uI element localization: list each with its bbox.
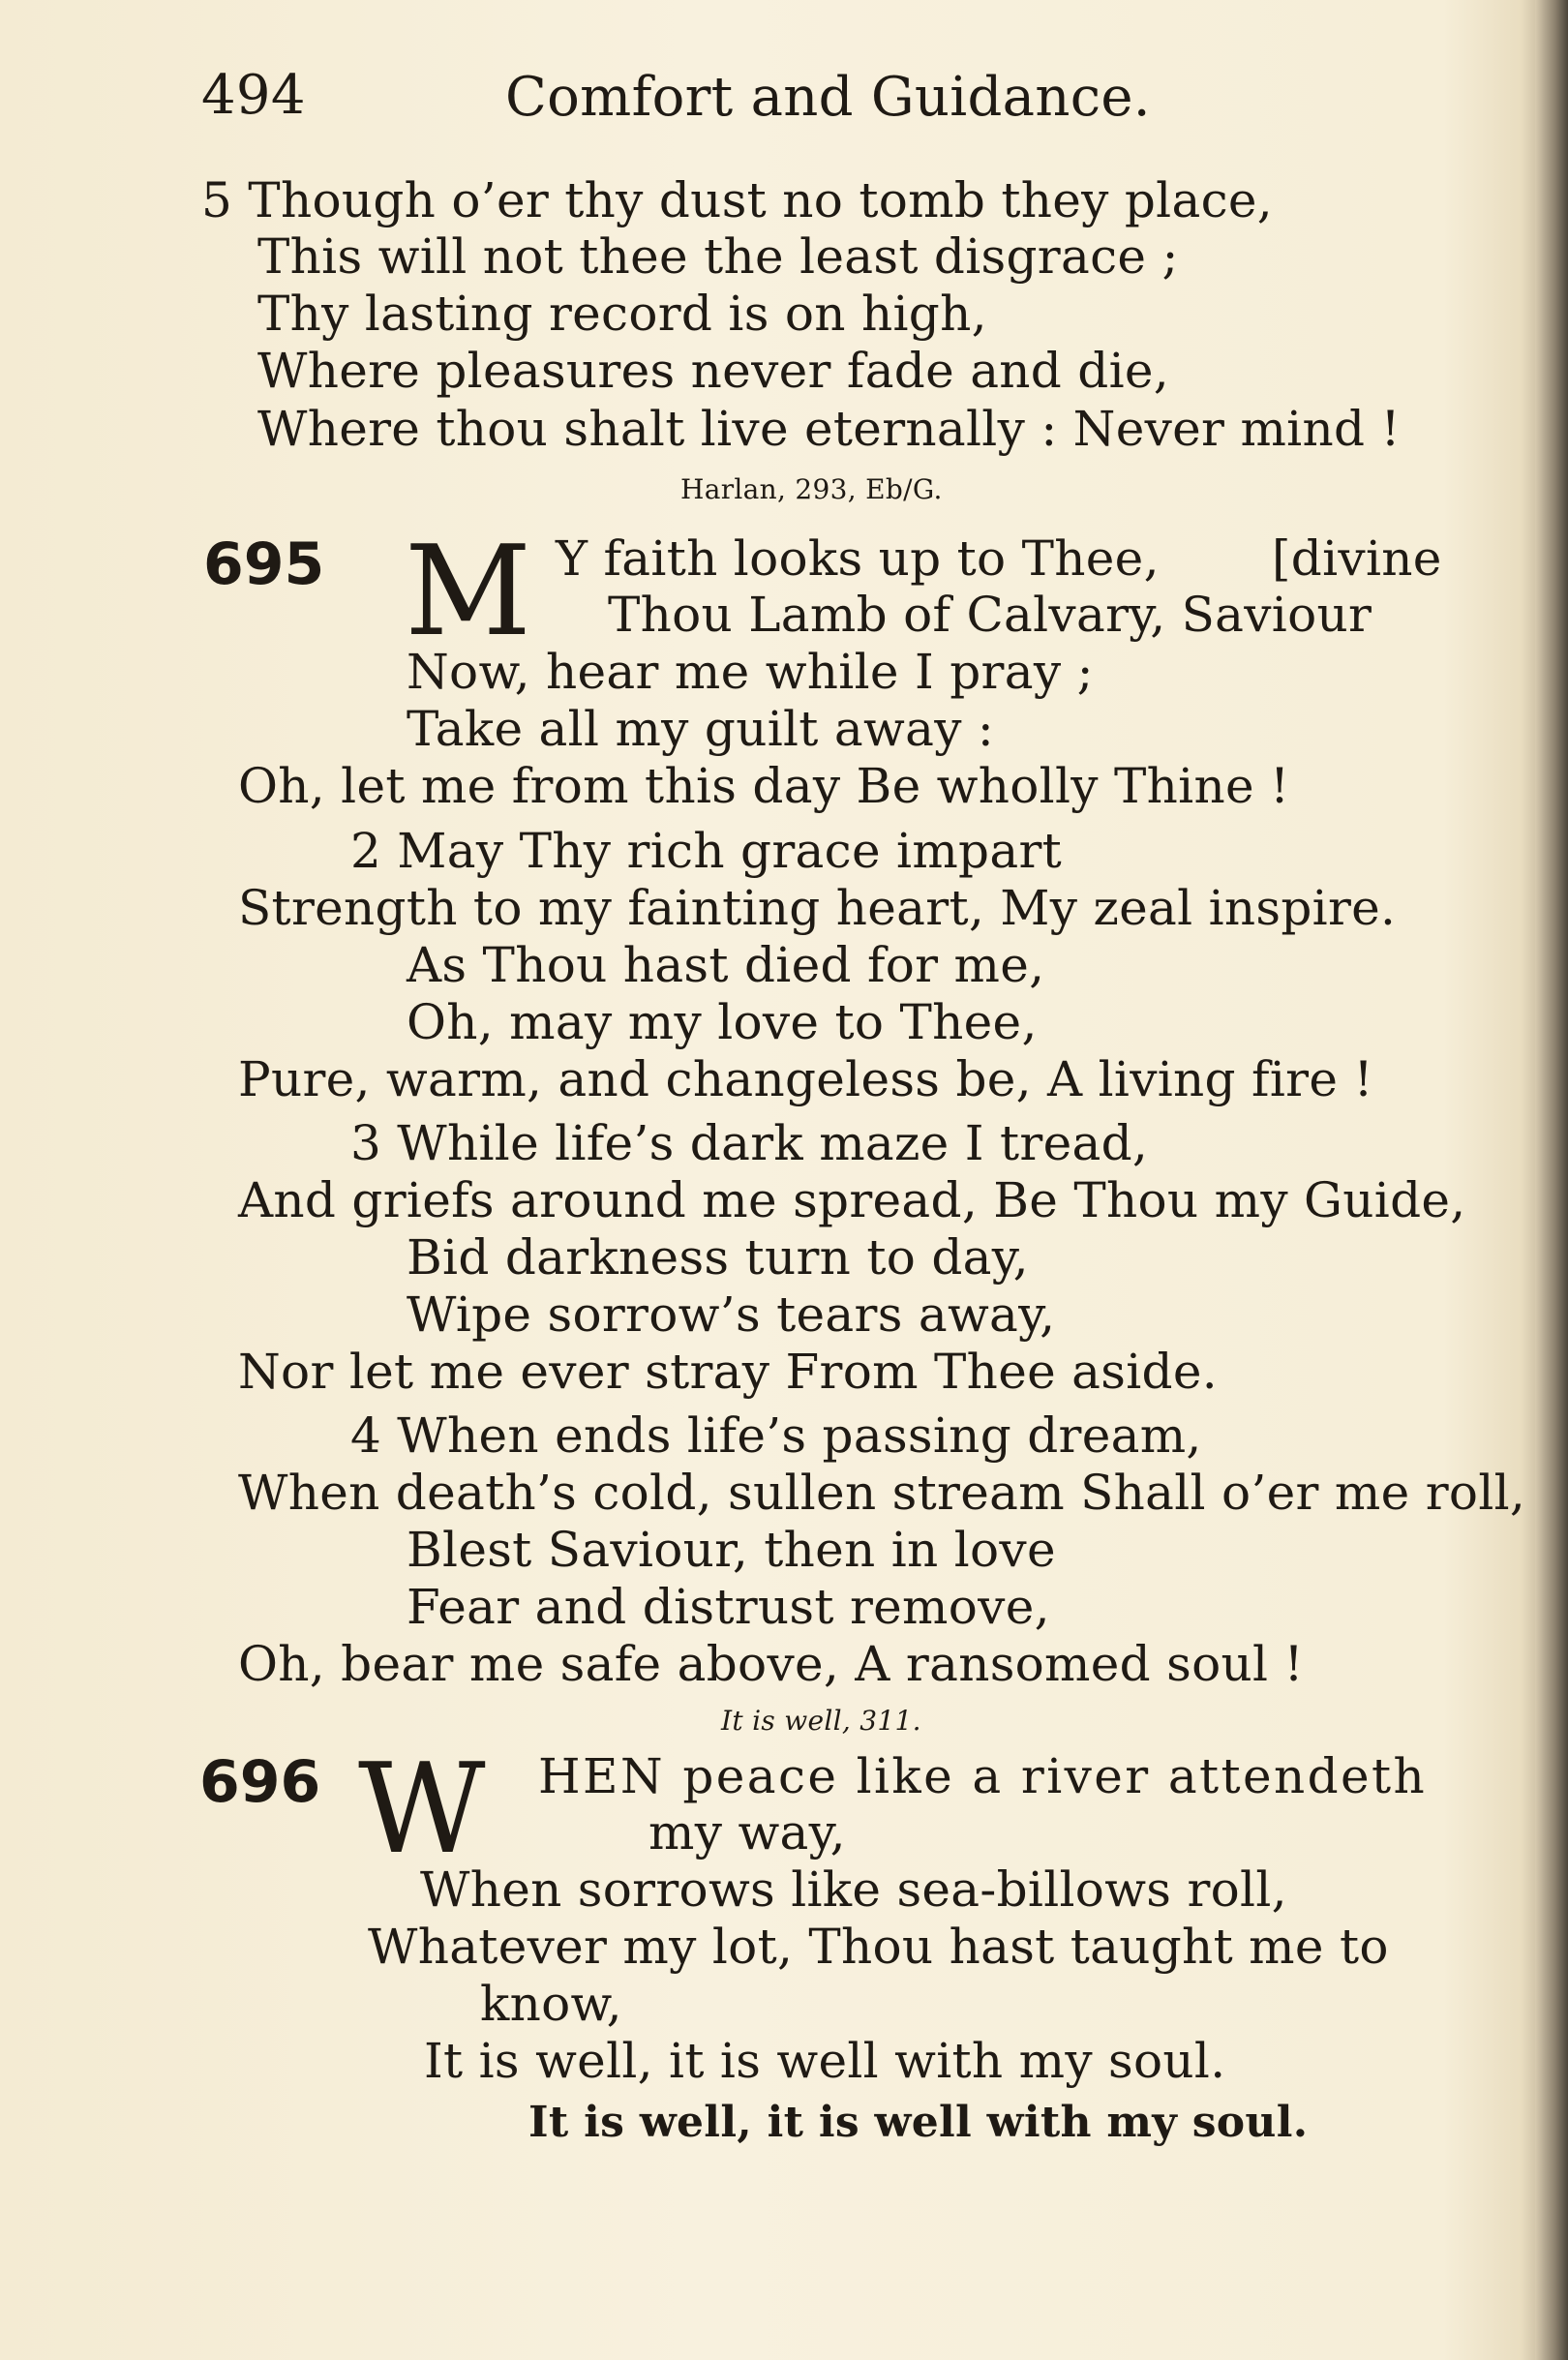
hymn-696-first-line: HEN peace like a river attendeth bbox=[538, 1748, 1428, 1804]
hymn-695-line-7: Oh, may my love to Thee, bbox=[407, 994, 1038, 1050]
page-title: Comfort and Guidance. bbox=[505, 66, 1151, 129]
hymn-696-dropcap: W bbox=[358, 1738, 486, 1882]
verse-5-tune-reference: Harlan, 293, Eb/G. bbox=[680, 473, 943, 505]
hymn-695-bracket-note: [divine bbox=[1272, 530, 1442, 587]
hymn-695-line-2: Take all my guilt away : bbox=[407, 701, 995, 757]
hymn-695-line-18: Oh, bear me safe above, A ransomed soul ! bbox=[238, 1636, 1304, 1692]
verse-5-line-1: 5 Though o’er thy dust no tomb they place, bbox=[201, 172, 1273, 228]
hymn-695-line-1: Now, hear me while I pray ; bbox=[407, 644, 1094, 700]
verse-5-line-3: Thy lasting record is on high, bbox=[257, 286, 987, 342]
hymn-695-line-12: Wipe sorrow’s tears away, bbox=[407, 1286, 1056, 1343]
hymn-695-line-14: 4 When ends life’s passing dream, bbox=[350, 1407, 1202, 1464]
verse-5-line-2: This will not thee the least disgrace ; bbox=[257, 228, 1179, 285]
page-number: 494 bbox=[201, 64, 306, 127]
hymn-696-second-line: my way, bbox=[648, 1804, 846, 1861]
hymn-695-line-11: Bid darkness turn to day, bbox=[407, 1229, 1029, 1286]
hymn-696-line-2: Whatever my lot, Thou hast taught me to bbox=[368, 1919, 1389, 1975]
hymn-695-line-6: As Thou hast died for me, bbox=[407, 937, 1045, 993]
hymn-695-line-13: Nor let me ever stray From Thee aside. bbox=[238, 1344, 1218, 1400]
hymn-695-line-3: Oh, let me from this day Be wholly Thine ! bbox=[238, 758, 1290, 814]
hymn-696-line-1: When sorrows like sea-billows roll, bbox=[420, 1861, 1287, 1918]
hymn-695-first-line: Y faith looks up to Thee, bbox=[556, 530, 1160, 587]
hymn-695-line-9: 3 While life’s dark maze I tread, bbox=[350, 1115, 1149, 1171]
hymn-695-line-4: 2 May Thy rich grace impart bbox=[350, 823, 1063, 879]
verse-5-line-4: Where pleasures never fade and die, bbox=[257, 343, 1169, 399]
hymn-696-line-5: It is well, it is well with my soul. bbox=[528, 2098, 1309, 2147]
book-spine-edge bbox=[1535, 0, 1568, 2360]
hymn-695-line-5: Strength to my fainting heart, My zeal inspire. bbox=[238, 880, 1397, 936]
hymn-695-second-line: Thou Lamb of Calvary, Saviour bbox=[608, 587, 1372, 643]
hymn-695-line-10: And griefs around me spread, Be Thou my Guide, bbox=[238, 1172, 1466, 1228]
hymn-695-line-17: Fear and distrust remove, bbox=[407, 1579, 1050, 1635]
hymn-695-line-15: When death’s cold, sullen stream Shall o’er me roll, bbox=[238, 1465, 1526, 1521]
hymn-695-line-16: Blest Saviour, then in love bbox=[407, 1522, 1056, 1578]
hymn-695-dropcap: M bbox=[405, 520, 532, 664]
hymn-695-line-8: Pure, warm, and changeless be, A living fire ! bbox=[238, 1051, 1373, 1107]
hymn-696-line-3: know, bbox=[480, 1976, 622, 2032]
page-header bbox=[201, 64, 306, 127]
hymn-695-number: 695 bbox=[203, 530, 325, 598]
hymn-696-line-4: It is well, it is well with my soul. bbox=[424, 2033, 1226, 2089]
hymn-696-number: 696 bbox=[199, 1748, 321, 1816]
verse-5-line-5: Where thou shalt live eternally : Never mind ! bbox=[257, 401, 1401, 457]
hymn-695-tune-reference: It is well, 311. bbox=[721, 1705, 921, 1737]
